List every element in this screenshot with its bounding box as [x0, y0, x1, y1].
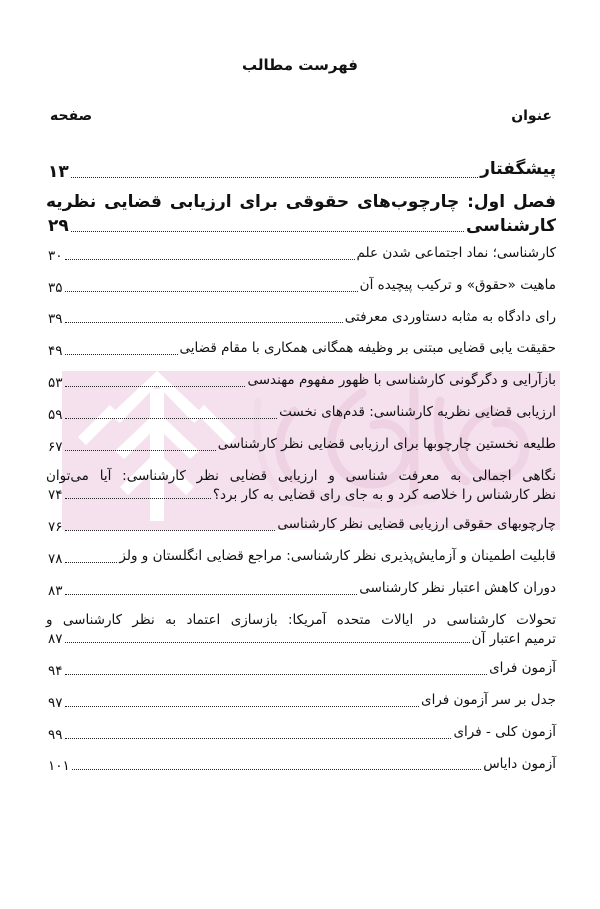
toc-page-number: ۷۴: [48, 487, 63, 504]
toc-entry-label: پیشگفتار: [480, 159, 556, 179]
toc-leader-dots: [65, 385, 246, 387]
toc-entry-label-continued: کارشناسی: [465, 215, 556, 236]
toc-page-number: ۳۹: [48, 311, 63, 328]
toc-entry[interactable]: [46, 434, 556, 455]
toc-entry-tail: [46, 631, 556, 647]
toc-page-number: ۴۹: [48, 343, 63, 360]
toc-page-number: ۳۵: [48, 279, 63, 296]
toc-list: [40, 156, 560, 774]
toc-entry-tail: [46, 487, 556, 503]
toc-leader-dots: [71, 230, 464, 232]
toc-entry-label: کارشناسی؛ نماد اجتماعی شدن علم: [356, 244, 556, 261]
toc-leader-dots: [65, 529, 276, 531]
toc-entry-label: طلیعه نخستین چارچوبها برای ارزیابی قضایی نظر کارشناسی: [217, 436, 556, 453]
toc-entry[interactable]: [46, 370, 556, 391]
toc-entry[interactable]: [46, 189, 556, 235]
column-header-title: عنوان: [511, 108, 552, 124]
toc-page-number: ۵۳: [48, 375, 63, 392]
toc-entry-label: ماهیت «حقوق» و ترکیب پیچیده آن: [359, 276, 556, 293]
toc-entry[interactable]: [46, 690, 556, 711]
toc-page-number: ۸۳: [48, 582, 63, 599]
toc-leader-dots: [71, 176, 478, 178]
toc-entry-label: آزمون دایاس: [483, 755, 556, 772]
toc-entry[interactable]: [46, 338, 556, 359]
toc-leader-dots: [65, 290, 358, 292]
toc-entry[interactable]: [46, 610, 556, 647]
toc-page-number: ۱۳: [48, 162, 69, 183]
toc-leader-dots: [65, 417, 278, 419]
toc-leader-dots: [65, 497, 211, 499]
toc-page-number: ۲۹: [48, 215, 69, 236]
toc-entry-label: فصل اول: چارچوب‌های حقوقی برای ارزیابی قضایی نظریه: [46, 192, 556, 213]
toc-leader-dots: [65, 321, 343, 323]
toc-entry-label: آزمون فرای: [489, 659, 556, 676]
toc-entry[interactable]: [46, 275, 556, 296]
toc-entry[interactable]: [46, 514, 556, 535]
toc-page-number: ۹۷: [48, 694, 63, 711]
toc-page-number: ۶۷: [48, 439, 63, 456]
toc-entry-label: دوران کاهش اعتبار نظر کارشناسی: [359, 579, 556, 596]
toc-leader-dots: [65, 673, 488, 675]
toc-leader-dots: [65, 258, 355, 260]
toc-entry-label: قابلیت اطمینان و آزمایش‌پذیری نظر کارشناسی: مراجع قضایی انگلستان و ولز: [119, 547, 556, 564]
toc-entry[interactable]: [46, 578, 556, 599]
toc-entry-label: بازآرایی و دگرگونی کارشناسی با ظهور مفهوم مهندسی: [247, 372, 556, 389]
toc-entry-label: نگاهی اجمالی به معرفت شناسی و ارزیابی قضایی نظر کارشناسی: آیا می‌توان: [46, 468, 556, 485]
toc-leader-dots: [65, 641, 470, 643]
toc-leader-dots: [65, 593, 358, 595]
toc-page-number: ۹۴: [48, 662, 63, 679]
toc-entry[interactable]: [46, 466, 556, 503]
toc-leader-dots: [65, 353, 178, 355]
toc-entry[interactable]: [46, 754, 556, 775]
toc-entry[interactable]: [46, 658, 556, 679]
toc-leader-dots: [65, 449, 216, 451]
toc-entry-label-continued: نظر کارشناس را خلاصه کرد و به جای رای قضایی به کار برد؟: [212, 487, 556, 504]
toc-entry-tail: [46, 216, 556, 236]
toc-entry[interactable]: [46, 546, 556, 567]
toc-entry-label: چارچوبهای حقوقی ارزیابی قضایی نظر کارشناسی: [277, 516, 556, 533]
toc-entry[interactable]: [46, 402, 556, 423]
toc-page-number: ۳۰: [48, 247, 63, 264]
toc-leader-dots: [65, 561, 118, 563]
toc-leader-dots: [72, 768, 481, 770]
toc-page-number: ۷۸: [48, 550, 63, 567]
toc-entry-label: ارزیابی قضایی نظریه کارشناسی: قدم‌های نخست: [279, 404, 556, 421]
toc-page-number: ۵۹: [48, 407, 63, 424]
toc-entry[interactable]: [46, 156, 556, 182]
toc-entry[interactable]: [46, 307, 556, 328]
toc-entry-label: آزمون کلی - فرای: [453, 723, 556, 740]
toc-entry-label: حقیقت یابی قضایی مبتنی بر وظیفه همگانی همکاری با مقام قضایی: [179, 340, 556, 357]
toc-page-number: ۹۹: [48, 726, 63, 743]
toc-entry[interactable]: [46, 722, 556, 743]
toc-leader-dots: [65, 737, 452, 739]
toc-entry-label: جدل بر سر آزمون فرای: [421, 691, 556, 708]
toc-entry-label: تحولات کارشناسی در ایالات متحده آمریکا: بازسازی اعتماد به نظر کارشناسی و: [46, 611, 556, 628]
toc-entry-label: رای دادگاه به مثابه دستاوردی معرفتی: [344, 308, 556, 325]
column-header-page: صفحه: [50, 108, 93, 124]
column-headers: [40, 108, 560, 124]
toc-entry-label-continued: ترمیم اعتبار آن: [471, 630, 556, 647]
toc-entry[interactable]: [46, 243, 556, 264]
toc-page-number: ۷۶: [48, 518, 63, 535]
page-title: فهرست مطالب: [242, 56, 358, 74]
toc-page-number: ۱۰۱: [48, 758, 70, 775]
toc-page-number: ۸۷: [48, 630, 63, 647]
toc-leader-dots: [65, 705, 420, 707]
